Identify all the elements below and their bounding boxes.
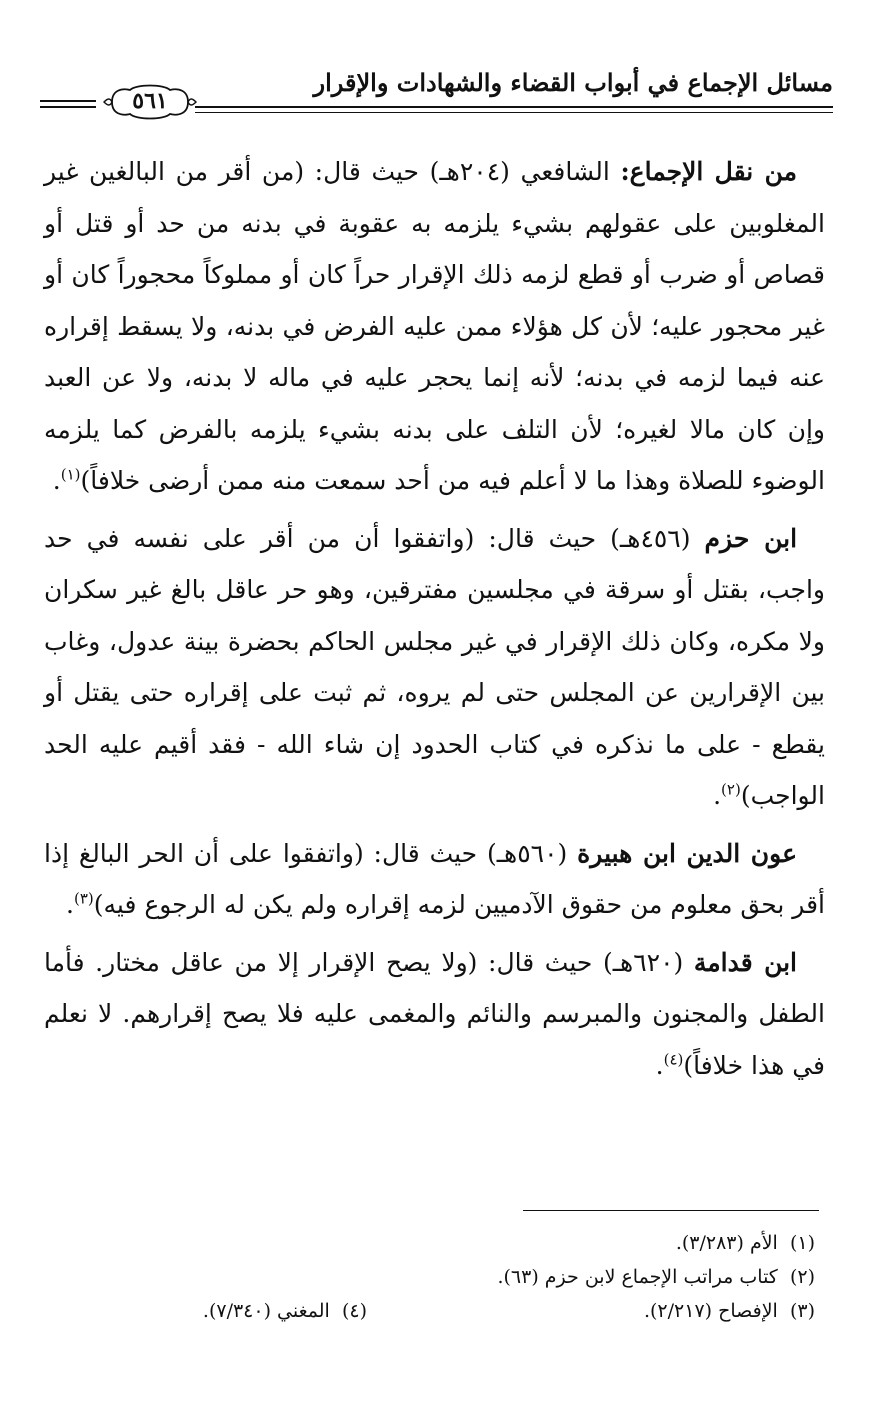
paragraph-lead: عون الدين ابن هبيرة — [577, 838, 797, 868]
footnote-number: (٤) — [341, 1300, 367, 1322]
paragraph-body: (٥٦٠هـ) حيث قال: (واتفقوا على أن الحر البالغ إذا أقر بحق معلوم من حقوق الآدميين لزمه إقراره ولم يكن له الرجوع فيه) — [44, 838, 825, 919]
footnote-text: كتاب مراتب الإجماع لابن حزم (٦٣). — [497, 1266, 778, 1288]
paragraph-body: (٤٥٦هـ) حيث قال: (واتفقوا أن من أقر على نفسه في حد واجب، بقتل أو سرقة في مجلسين مفترقين، وهو حر عاقل بالغ غير سكران ولا مكره، وكان ذلك الإقرار في غير مجلس الحاكم بحضرة بينة عدول، وغاب بين الإقرارين عن المجلس حتى لم يروه، ثم ثبت على إقراره حتى يقتل أو يقطع - على ما نذكره في كتاب الحدود إن شاء الله - فقد أقيم عليه الحد الواجب) — [44, 523, 825, 810]
footnote-text: الإفصاح (٢/٢١٧). — [643, 1300, 778, 1322]
footnote-1 — [676, 1226, 815, 1260]
paragraph-shafii — [44, 146, 825, 507]
header-left-rule — [40, 100, 96, 112]
footnote-ref[interactable]: (١) — [60, 465, 81, 484]
footnote-ref[interactable]: (٣) — [73, 889, 94, 908]
paragraph-end: . — [52, 466, 61, 495]
footnote-row — [120, 1260, 815, 1294]
paragraph-ibn-hubayra — [44, 828, 825, 931]
footnote-3 — [644, 1294, 815, 1328]
running-title: مسائل الإجماع في أبواب القضاء والشهادات والإقرار — [313, 68, 833, 97]
paragraph-body: الشافعي (٢٠٤هـ) حيث قال: (من أقر من البالغين غير المغلوبين على عقولهم بشيء يلزمه به عقوبة في بدنه من حد أو قتل أو قصاص أو ضرب أو قطع لزمه ذلك الإقرار حراً كان أو مملوكاً محجوراً كان أو غير محجور عليه؛ لأن كل هؤلاء ممن عليه الفرض في بدنه، ولا يسقط إقراره عنه فيما لزمه في بدنه؛ لأنه إنما يحجر عليه في ماله لا بدنه، ولا عن العبد وإن كان مالا لغيره؛ لأن التلف على بدنه بشيء يلزمه بالفرض كما يلزمه الوضوء للصلاة وهذا ما لا أعلم فيه من أحد سمعت منه ممن أرضى خلافاً) — [44, 157, 825, 495]
paragraph-end: . — [713, 781, 722, 810]
paragraph-ibn-qudama — [44, 937, 825, 1092]
paragraph-body: (٦٢٠هـ) حيث قال: (ولا يصح الإقرار إلا من عاقل مختار. فأما الطفل والمجنون والمبرسم والنائم والمغمى عليه فلا يصح إقرارهم. لا نعلم في هذا خلافاً) — [44, 947, 825, 1080]
main-text — [44, 146, 825, 1097]
footnote-text: الأم (٣/٢٨٣). — [675, 1232, 778, 1254]
page-number: ٥٦١ — [132, 88, 168, 114]
footnote-row — [120, 1226, 815, 1260]
page-number-ornament — [100, 82, 200, 122]
page-header — [40, 64, 833, 130]
footnote-separator — [523, 1210, 819, 1211]
footnote-text: المغني (٧/٣٤٠). — [202, 1300, 330, 1322]
footnote-number: (١) — [789, 1232, 815, 1254]
paragraph-lead: ابن حزم — [704, 523, 798, 553]
header-rule — [195, 106, 833, 108]
header-rule-thin — [195, 112, 833, 113]
paragraph-ibn-hazm — [44, 513, 825, 822]
footnotes — [120, 1226, 815, 1328]
footnote-ref[interactable]: (٢) — [721, 780, 741, 799]
footnote-2 — [497, 1260, 815, 1294]
footnote-number: (٣) — [789, 1300, 815, 1322]
footnote-number: (٢) — [789, 1266, 815, 1288]
footnote-row — [120, 1294, 815, 1328]
paragraph-lead: من نقل الإجماع: — [620, 157, 798, 186]
paragraph-end: . — [66, 890, 74, 919]
footnote-4 — [203, 1294, 367, 1328]
footnote-ref[interactable]: (٤) — [663, 1050, 684, 1069]
paragraph-lead: ابن قدامة — [693, 947, 798, 977]
paragraph-end: . — [655, 1050, 664, 1080]
